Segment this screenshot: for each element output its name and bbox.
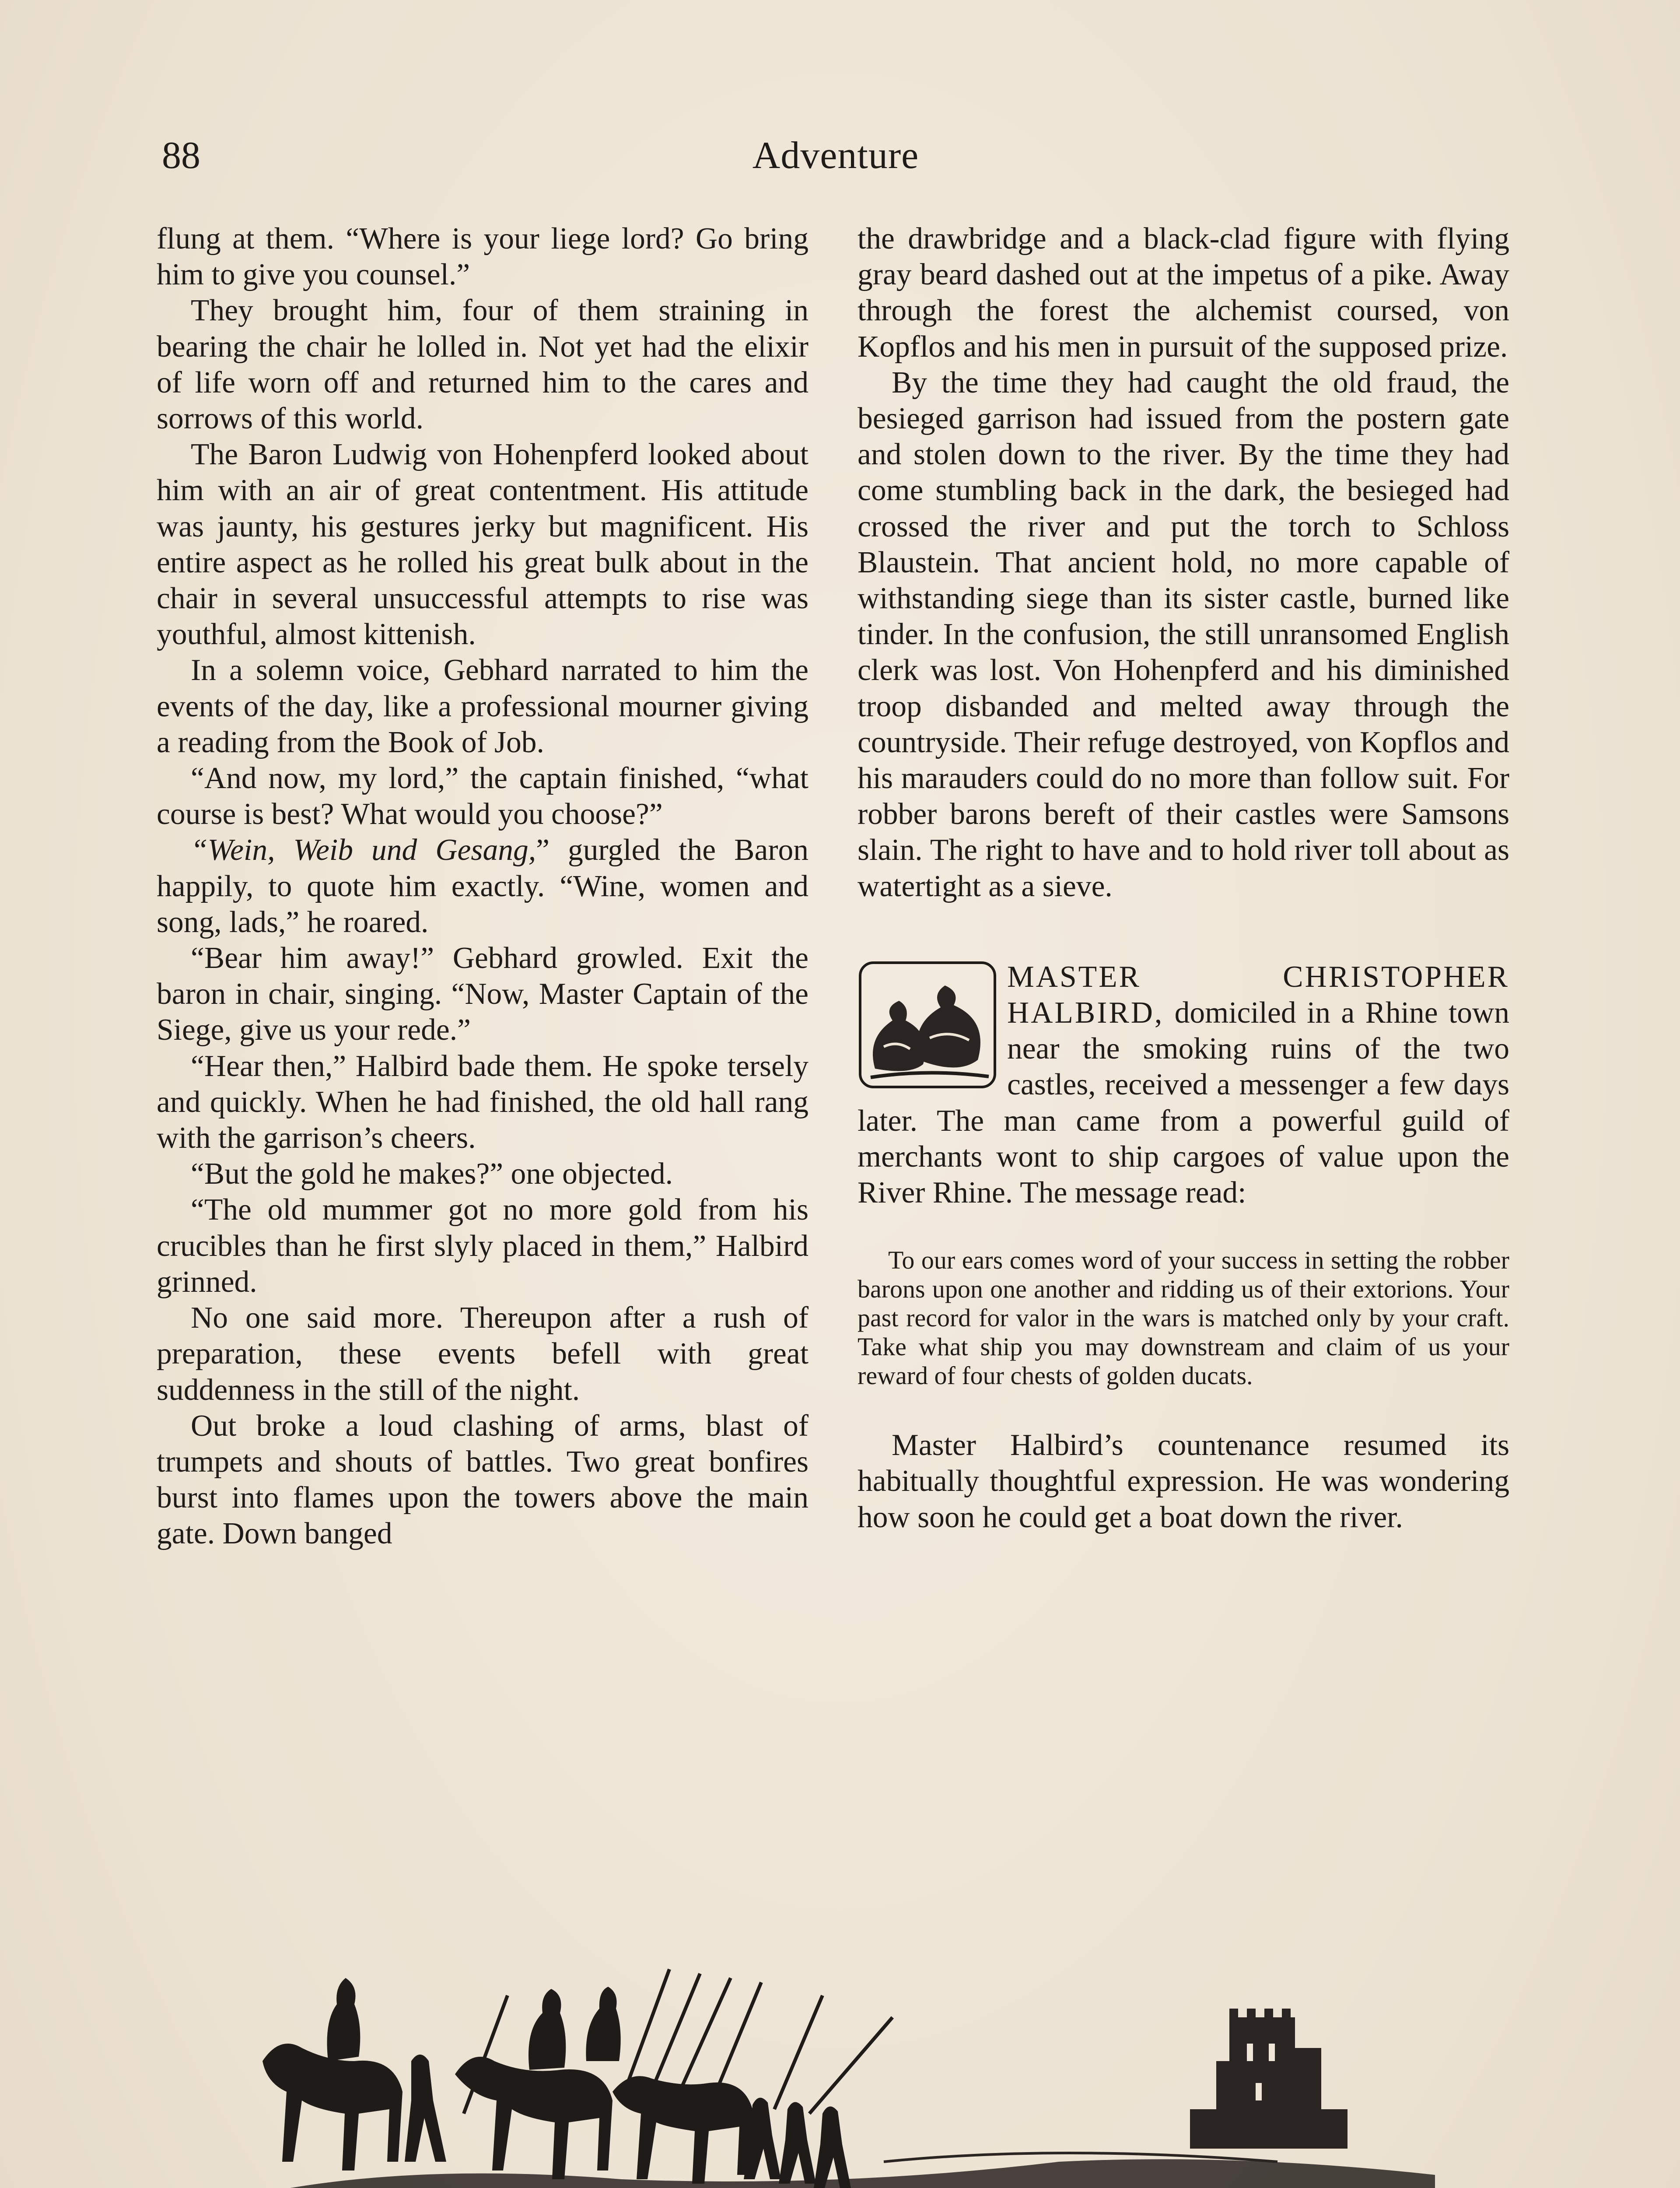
paragraph: “The old mummer got no more gold from his crucibles than he first slyly placed in them,” Halbird grinned. [157,1193,808,1299]
paragraph-text: ” gurgled the Baron happily, to quote him exactly. “Wine, women and song, lads,” he roared. [157,833,808,939]
paragraph [157,832,808,940]
paragraph: “But the gold he makes?” one objected. [191,1157,673,1191]
letter-text: To our ears comes word of your success in setting the robber barons upon one another and ridding us of their extorions. Your past record for valor in the wars is matched only by your craft. Take what ship you may downstream and claim of us your reward of four chests of golden ducats. [858,1246,1509,1390]
paragraph: “Bear him away!” Gebhard growled. Exit the baron in chair, singing. “Now, Master Captain of the Siege, give us your rede.” [157,941,808,1047]
paragraph: They brought him, four of them straining in bearing the chair he lolled in. Not yet had the elixir of life worn off and returned him to the cares and sorrows of this world. [157,294,808,436]
drop-caps-name: MASTER CHRISTOPHER HALBIRD, [1007,960,1509,1030]
illustration [228,1917,1452,2188]
paragraph: flung at them. “Where is your liege lord? Go bring him to give you counsel.” [157,222,808,292]
section-break [858,959,1509,1211]
german-quote: “Wein, Weib und Gesang, [191,833,536,867]
quoted-letter [858,1246,1509,1390]
paragraph: No one said more. Thereupon after a rush of preparation, these events befell with great suddenness in the still of the night. [157,1301,808,1407]
right-column [858,221,1509,1536]
paragraph-text: domiciled in a Rhine town near the smoking ruins of the two castles, received a messenger a few days later. The man came from a powerful guild of merchants wont to ship cargoes of value upon the River Rhine. The message read: [858,996,1509,1210]
paragraph: Out broke a loud clashing of arms, blast of trumpets and shouts of battles. Two great bonfires burst into flames upon the towers above the main gate. Down banged [157,1409,808,1551]
riders-and-castle-illustration [228,1917,1452,2188]
left-column [157,221,808,1552]
paragraph: By the time they had caught the old fraud, the besieged garrison had issued from the postern gate and stolen down to the river. By the time they had come stumbling back in the dark, the besieged had crossed the river and put the torch to Schloss Blaustein. That ancient hold, no more capable of withstanding siege than its sister castle, burned like tinder. In the confusion, the still unransomed English clerk was lost. Von Hohenpferd and his diminished troop disbanded and melted away through the countryside. Their refuge destroyed, von Kopflos and his marauders could do no more than follow suit. For robber barons bereft of their castles were Samsons slain. The right to have and to hold river toll about as watertight as a sieve. [858,365,1509,903]
magazine-title: Adventure [752,134,919,177]
money-bags-ornament-icon [858,959,998,1090]
paragraph: “And now, my lord,” the captain finished, “what course is best? What would you choose?” [157,761,808,831]
paragraph: Master Halbird’s countenance resumed its habitually thoughtful expression. He was wondering how soon he could get a boat down the river. [858,1428,1509,1534]
paragraph: “Hear then,” Halbird bade them. He spoke tersely and quickly. When he had finished, the old hall rang with the garrison’s cheers. [157,1049,808,1155]
paragraph: the drawbridge and a black-clad figure with flying gray beard dashed out at the impetus of a pike. Away through the forest the alchemist coursed, von Kopflos and his men in pursuit of the supposed prize. [858,222,1509,364]
page-header [158,133,1514,182]
paragraph: The Baron Ludwig von Hohenpferd looked about him with an air of great contentment. His attitude was jaunty, his gestures jerky but magnificent. His entire aspect as he rolled his great bulk about in the chair in several unsuccessful attempts to rise was youthful, almost kittenish. [157,438,808,652]
paragraph: In a solemn voice, Gebhard narrated to him the events of the day, like a professional mourner giving a reading from the Book of Job. [157,653,808,759]
page-number: 88 [162,134,200,177]
